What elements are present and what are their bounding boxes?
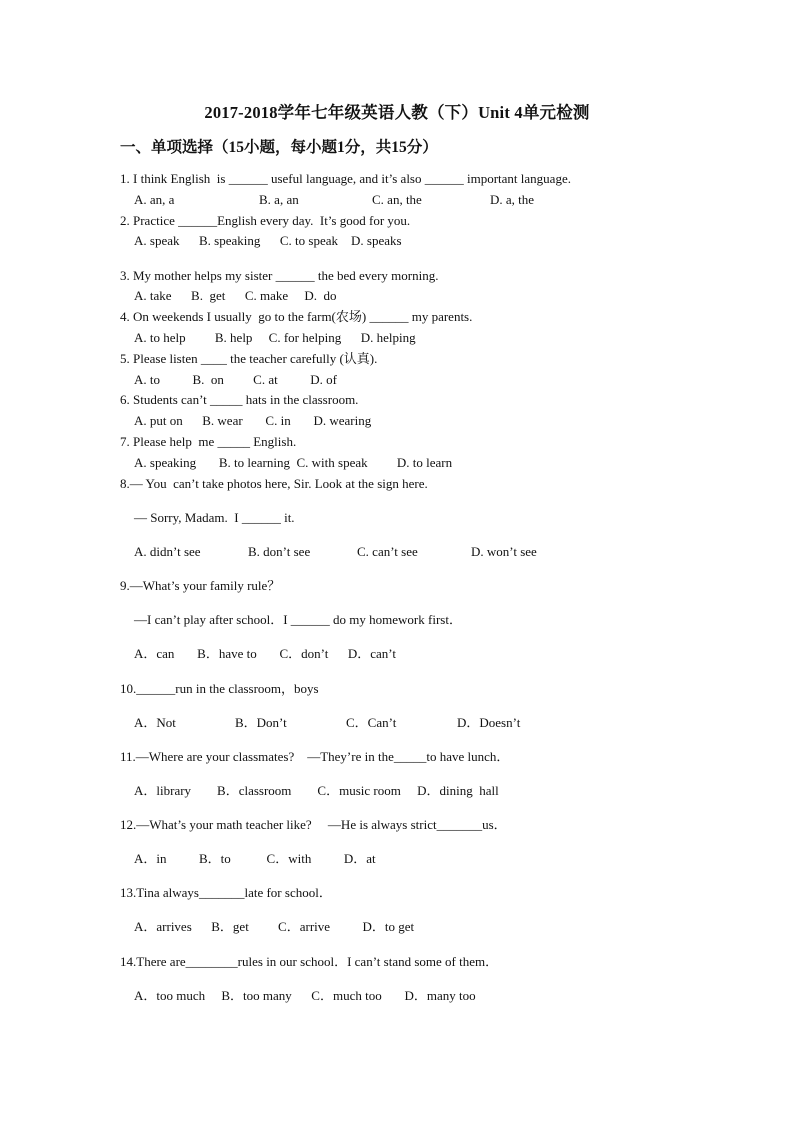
question-13-stem: 13.Tina always_______late for school． — [120, 885, 332, 900]
question-10-option-b: B．Don’t — [235, 715, 287, 730]
question-12-stem: 12.—What’s your math teacher like? —He is always strict_______us． — [120, 817, 507, 832]
question-10-option-a: A．Not — [134, 715, 176, 730]
question-11-stem: 11.—Where are your classmates? —They’re in the_____to have lunch． — [120, 749, 510, 764]
question-9-stem: 9.—What’s your family rule？ — [120, 578, 281, 593]
question-9-options: A．can B．have to C．don’t D．can’t — [134, 646, 397, 661]
question-3-options: A. take B. get C. make D. do — [134, 288, 337, 303]
question-8-option-a: A. didn’t see — [134, 544, 201, 559]
question-4-stem: 4. On weekends I usually go to the farm(农场) ______ my parents. — [120, 309, 473, 324]
question-8-option-b: B. don’t see — [248, 544, 311, 559]
question-6-options: A. put on B. wear C. in D. wearing — [134, 413, 372, 428]
question-10-stem: 10.______run in the classroom，boys — [120, 681, 319, 696]
question-12-options: A．in B．to C．with D．at — [134, 851, 376, 866]
question-7-options: A. speaking B. to learning C. with speak D. to learn — [134, 455, 453, 470]
question-2-options: A. speak B. speaking C. to speak D. speaks — [134, 233, 402, 248]
question-13-options: A．arrives B．get C．arrive D．to get — [134, 919, 415, 934]
document-title: 2017-2018学年七年级英语人教（下）Unit 4单元检测 — [204, 103, 590, 122]
question-11-options: A．library B．classroom C．music room D．dining hall — [134, 783, 499, 798]
question-10-option-d: D．Doesn’t — [457, 715, 521, 730]
question-14-stem: 14.There are________rules in our school．I can’t stand some of them． — [120, 954, 499, 969]
question-4-options: A. to help B. help C. for helping D. helping — [134, 330, 416, 345]
question-2-stem: 2. Practice ______English every day. It’s good for you. — [120, 213, 411, 228]
question-1-option-a: A. an, a — [134, 192, 175, 207]
question-8-option-d: D. won’t see — [471, 544, 537, 559]
question-5-stem: 5. Please listen ____ the teacher carefully (认真). — [120, 351, 378, 366]
question-8-stem-reply: — Sorry, Madam. I ______ it. — [134, 510, 295, 525]
question-3-stem: 3. My mother helps my sister ______ the bed every morning. — [120, 268, 439, 283]
question-8-stem: 8.— You can’t take photos here, Sir. Look at the sign here. — [120, 476, 428, 491]
question-1-option-d: D. a, the — [490, 192, 535, 207]
section-heading: 一、单项选择（15小题，每小题1分，共15分） — [120, 139, 438, 156]
question-6-stem: 6. Students can’t _____ hats in the classroom. — [120, 392, 359, 407]
question-1-stem: 1. I think English is ______ useful language, and it’s also ______ important language. — [120, 171, 571, 186]
question-9-stem-reply: —I can’t play after school．I ______ do my homework first． — [134, 612, 462, 627]
question-8-option-c: C. can’t see — [357, 544, 418, 559]
question-7-stem: 7. Please help me _____ English. — [120, 434, 297, 449]
question-14-options: A．too much B．too many C．much too D．many too — [134, 988, 476, 1003]
question-1-option-c: C. an, the — [372, 192, 422, 207]
question-1-option-b: B. a, an — [259, 192, 299, 207]
question-10-option-c: C．Can’t — [346, 715, 397, 730]
question-5-options: A. to B. on C. at D. of — [134, 372, 337, 387]
